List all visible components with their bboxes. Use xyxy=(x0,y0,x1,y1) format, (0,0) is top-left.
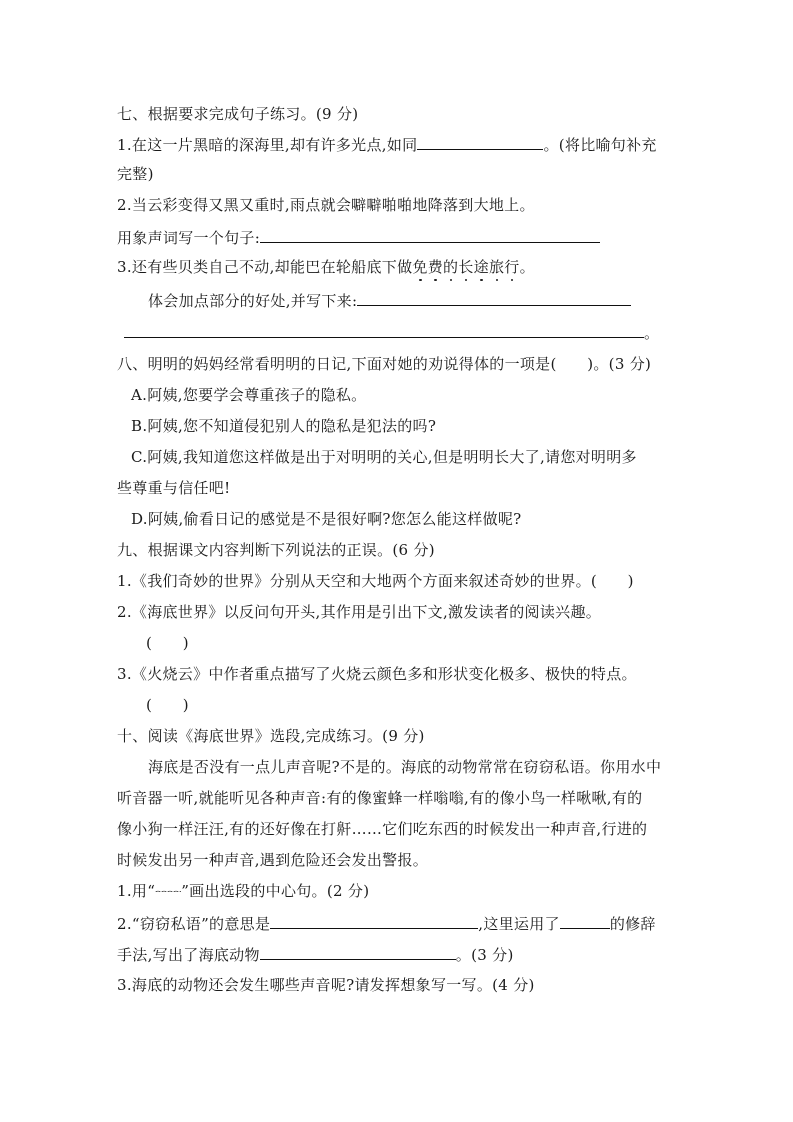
s7-q3-prompt-line xyxy=(148,290,631,310)
s7-q3-blank-1[interactable] xyxy=(357,290,631,306)
passage-line: 像小狗一样汪汪,有的还好像在打鼾……它们吃东西的时候发出一种声音,行进的 xyxy=(117,820,648,838)
s7-q2-prompt-line xyxy=(117,227,600,247)
section7-title: 七、根据要求完成句子练习。(9 分) xyxy=(117,105,359,123)
s7-q1-line xyxy=(117,134,657,154)
s10-q2-line2 xyxy=(117,944,514,964)
s10-q3: 3.海底的动物还会发生哪些声音呢?请发挥想象写一写。(4 分) xyxy=(117,976,535,994)
s7-q1-prefix: 1.在这一片黑暗的深海里,却有许多光点,如同 xyxy=(117,136,418,154)
section9-title: 九、根据课文内容判断下列说法的正误。(6 分) xyxy=(117,541,435,559)
s10-q2-blank-3[interactable] xyxy=(260,944,456,960)
s9-item-2-paren[interactable]: ( ) xyxy=(146,634,189,652)
s10-q2-suffix: 的修辞 xyxy=(609,915,656,933)
s7-q1-blank[interactable] xyxy=(417,134,543,150)
emph-char: 的 xyxy=(443,258,459,276)
s10-q2-blank-2[interactable] xyxy=(560,913,610,929)
s10-q1-suffix: ”画出选段的中心句。(2 分) xyxy=(181,882,370,900)
option-d[interactable]: D.阿姨,偷看日记的感觉是不是很好啊?您怎么能这样做呢? xyxy=(131,510,522,528)
option-c[interactable]: C.阿姨,我知道您这样做是出于对明明的关心,但是明明长大了,请您对明明多 xyxy=(131,448,637,466)
s9-item-1: 1.《我们奇妙的世界》分别从天空和大地两个方面来叙述奇妙的世界。( ) xyxy=(117,572,634,590)
s7-q3-line xyxy=(117,257,535,277)
s7-q2-prompt: 用象声词写一个句子: xyxy=(117,229,261,247)
s10-q2-line2-prefix: 手法,写出了海底动物 xyxy=(117,946,260,964)
s7-q3-end: 。 xyxy=(644,324,660,342)
s9-item-3: 3.《火烧云》中作者重点描写了火烧云颜色多和形状变化极多、极快的特点。 xyxy=(117,665,637,683)
s7-q3-suffix: 。 xyxy=(519,258,535,276)
emph-char: 途 xyxy=(473,258,489,276)
s10-q2-line2-suffix: 。(3 分) xyxy=(455,946,514,964)
passage-line: 时候发出另一种声音,遇到危险还会发出警报。 xyxy=(117,851,429,869)
s7-q3-prompt: 体会加点部分的好处,并写下来: xyxy=(148,292,358,310)
s7-q2-blank[interactable] xyxy=(260,227,600,243)
section8-title: 八、明明的妈妈经常看明明的日记,下面对她的劝说得体的一项是( )。(3 分) xyxy=(117,355,652,373)
emph-char: 行 xyxy=(504,258,520,276)
s7-q1-cont: 完整) xyxy=(117,165,154,183)
passage-line: 听音器一听,就能听见各种声音:有的像蜜蜂一样嗡嗡,有的像小鸟一样啾啾,有的 xyxy=(117,789,643,807)
option-c-cont: 些尊重与信任吧! xyxy=(117,479,231,497)
s10-q2-mid: ,这里运用了 xyxy=(478,915,560,933)
passage-line: 海底是否没有一点儿声音呢?不是的。海底的动物常常在窃窃私语。你用水中 xyxy=(148,758,662,776)
s7-q1-suffix: 。(将比喻句补充 xyxy=(543,136,657,154)
s9-item-2: 2.《海底世界》以反问句开头,其作用是引出下文,激发读者的阅读兴趣。 xyxy=(117,603,602,621)
wavy-underline-icon xyxy=(155,882,181,896)
s7-q3-prefix: 3.还有些贝类自己不动,却能巴在轮船底下做 xyxy=(117,258,413,276)
s7-q3-line2 xyxy=(124,322,659,342)
option-a[interactable]: A.阿姨,您要学会尊重孩子的隐私。 xyxy=(131,386,367,404)
emph-char: 长 xyxy=(458,258,474,276)
emph-char: 旅 xyxy=(488,258,505,276)
s10-q2-line xyxy=(117,913,656,933)
emph-char: 费 xyxy=(427,258,444,276)
s10-q2-prefix: 2.“窃窃私语”的意思是 xyxy=(117,915,271,933)
s10-q1-line xyxy=(117,881,369,901)
option-b[interactable]: B.阿姨,您不知道侵犯别人的隐私是犯法的吗? xyxy=(131,417,437,435)
s7-q3-blank-2[interactable] xyxy=(124,322,644,338)
s10-q1-prefix: 1.用“ xyxy=(117,882,156,900)
s10-q2-blank-1[interactable] xyxy=(270,913,478,929)
section10-title: 十、阅读《海底世界》选段,完成练习。(9 分) xyxy=(117,727,425,745)
emph-char: 免 xyxy=(412,258,428,276)
s9-item-3-paren[interactable]: ( ) xyxy=(146,696,189,714)
s7-q2-text: 2.当云彩变得又黑又重时,雨点就会噼噼啪啪地降落到大地上。 xyxy=(117,196,535,214)
